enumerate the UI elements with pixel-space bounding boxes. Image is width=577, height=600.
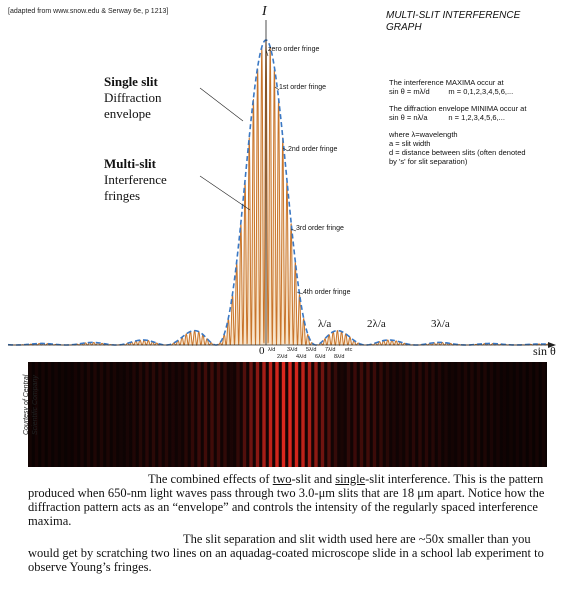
minima-line1: The diffraction envelope MINIMA occur at [389,104,527,113]
tick-6lambda-d: 6λ/d [315,354,326,360]
first-order-fringe-label: 1st order fringe [279,84,327,91]
where-line3: d = distance between slits (often denoted [389,148,526,157]
zero-marker: 0 [259,345,265,357]
tick-lambda-d: λ/d [268,347,276,353]
tick-8lambda-d: 8λ/d [334,354,345,360]
x-axis-label: sin θ [533,344,556,358]
zero-order-fringe-label: zero order fringe [268,46,320,53]
single-slit-label [104,74,162,122]
third-order-fringe-label: 3rd order fringe [296,225,344,232]
graph-title-line2: GRAPH [386,22,422,33]
single-slit-line2: Diffraction [104,90,162,105]
maxima-line2: sin θ = mλ/d m = 0,1,2,3,4,5,6,... [389,87,514,96]
tick-4lambda-d: 4λ/d [296,354,307,360]
second-order-fringe-label: 2nd order fringe [288,146,338,153]
two-lambda-a-marker: 2λ/a [367,318,386,330]
caption-p2: The slit separation and slit width used here are ~50x smaller than you would get by scratching two lines on an aquadag-coated microscope slide in a school lab experiment to observe Young’s fringes. [28,532,544,574]
caption-p1-a: The combined effects of [148,472,273,486]
where-line1: where λ=wavelength [389,130,458,139]
caption-p1-single: single [335,472,366,486]
graph-title-line1: MULTI-SLIT INTERFERENCE [386,10,521,21]
three-lambda-a-marker: 3λ/a [431,318,450,330]
y-axis-label: I [262,4,267,19]
multi-slit-line2: Interference [104,172,167,187]
graph-title [386,10,520,34]
minima-line2: sin θ = nλ/a n = 1,2,3,4,5,6,... [389,113,505,122]
tick-7lambda-d: 7λ/d [325,347,336,353]
multi-slit-line1: Multi-slit [104,156,156,171]
single-slit-line3: envelope [104,106,151,121]
single-slit-line1: Single slit [104,74,158,89]
caption-p1-two: two [272,472,292,486]
tick-3lambda-d: 3λ/d [287,347,298,353]
source-note: [adapted from www.snow.edu & Serway 6e, p 1213] [8,8,169,15]
fourth-order-fringe-label: 4th order fringe [303,289,351,296]
caption-p1-b: -slit and [291,472,336,486]
fringe-photograph [28,362,547,467]
maxima-line1: The interference MAXIMA occur at [389,78,504,87]
caption-paragraph-1 [28,472,558,528]
multi-slit-label [104,156,167,204]
lambda-a-marker: λ/a [318,318,332,330]
tick-etc: etc [345,347,353,353]
where-line2: a = slit width [389,139,431,148]
caption-p1-c: -slit interference. This is the pattern produced when 650-nm light waves pass through two 3.0-μm slits that are 18 μm apart. Notice how the diffraction pattern acts as an “envelope” and controls the intensity of the regularly spaced interference maxima. [28,472,545,528]
tick-5lambda-d: 5λ/d [306,347,317,353]
photo-credit: Courtesy of Central Scientific Company [23,374,39,435]
caption [28,472,558,574]
caption-paragraph-2 [28,532,558,574]
multi-slit-line3: fringes [104,188,141,203]
where-line4: by 's' for slit separation) [389,157,468,166]
tick-2lambda-d: 2λ/d [277,354,288,360]
